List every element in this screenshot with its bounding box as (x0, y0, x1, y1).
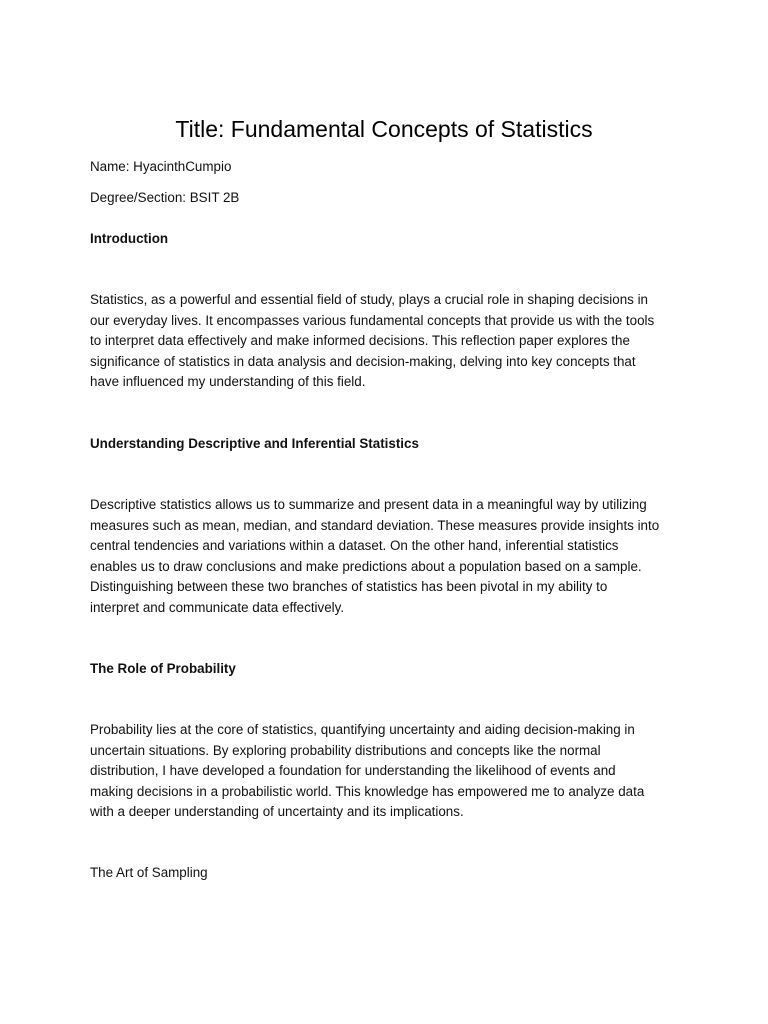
paragraph-line: Statistics, as a powerful and essential field of study, plays a crucial role in shaping decisions in (90, 292, 648, 307)
paragraph-line: our everyday lives. It encompasses various fundamental concepts that provide us with the tools (90, 312, 655, 328)
descriptive-inferential-paragraph (90, 495, 690, 619)
paragraph-line: measures such as mean, median, and standard deviation. These measures provide insights into (90, 517, 660, 533)
probability-paragraph (90, 720, 690, 823)
paragraph-line: uncertain situations. By exploring probability distributions and concepts like the normal (90, 742, 601, 758)
probability-heading: The Role of Probability (90, 661, 236, 676)
document-title: Title: Fundamental Concepts of Statistics (175, 116, 593, 142)
paragraph-line: enables us to draw conclusions and make predictions about a population based on a sample. (90, 558, 642, 574)
descriptive-inferential-heading: Understanding Descriptive and Inferential Statistics (90, 436, 419, 451)
paragraph-line: have influenced my understanding of this field. (90, 374, 366, 390)
paragraph-line: interpret and communicate data effectively. (90, 599, 345, 615)
paragraph-line: central tendencies and variations within a dataset. On the other hand, inferential statistics (90, 538, 619, 554)
paragraph-line: Descriptive statistics allows us to summarize and present data in a meaningful way by utilizing (90, 497, 647, 512)
introduction-paragraph (90, 290, 690, 393)
paragraph-line: making decisions in a probabilistic world. This knowledge has empowered me to analyze data (90, 783, 645, 799)
degree-section-line: Degree/Section: BSIT 2B (90, 190, 240, 205)
paragraph-line: Probability lies at the core of statistics, quantifying uncertainty and aiding decision-making in (90, 722, 635, 737)
sampling-heading: The Art of Sampling (90, 865, 208, 880)
paragraph-line: significance of statistics in data analysis and decision-making, delving into key concepts that (90, 353, 636, 369)
name-line: Name: HyacinthCumpio (90, 159, 232, 174)
paragraph-line: distribution, I have developed a foundation for understanding the likelihood of events and (90, 763, 616, 779)
paragraph-line: to interpret data effectively and make informed decisions. This reflection paper explores the (90, 333, 630, 349)
paragraph-line: with a deeper understanding of uncertainty and its implications. (90, 804, 464, 820)
paragraph-line: Distinguishing between these two branches of statistics has been pivotal in my ability to (90, 579, 608, 595)
introduction-heading: Introduction (90, 231, 169, 246)
